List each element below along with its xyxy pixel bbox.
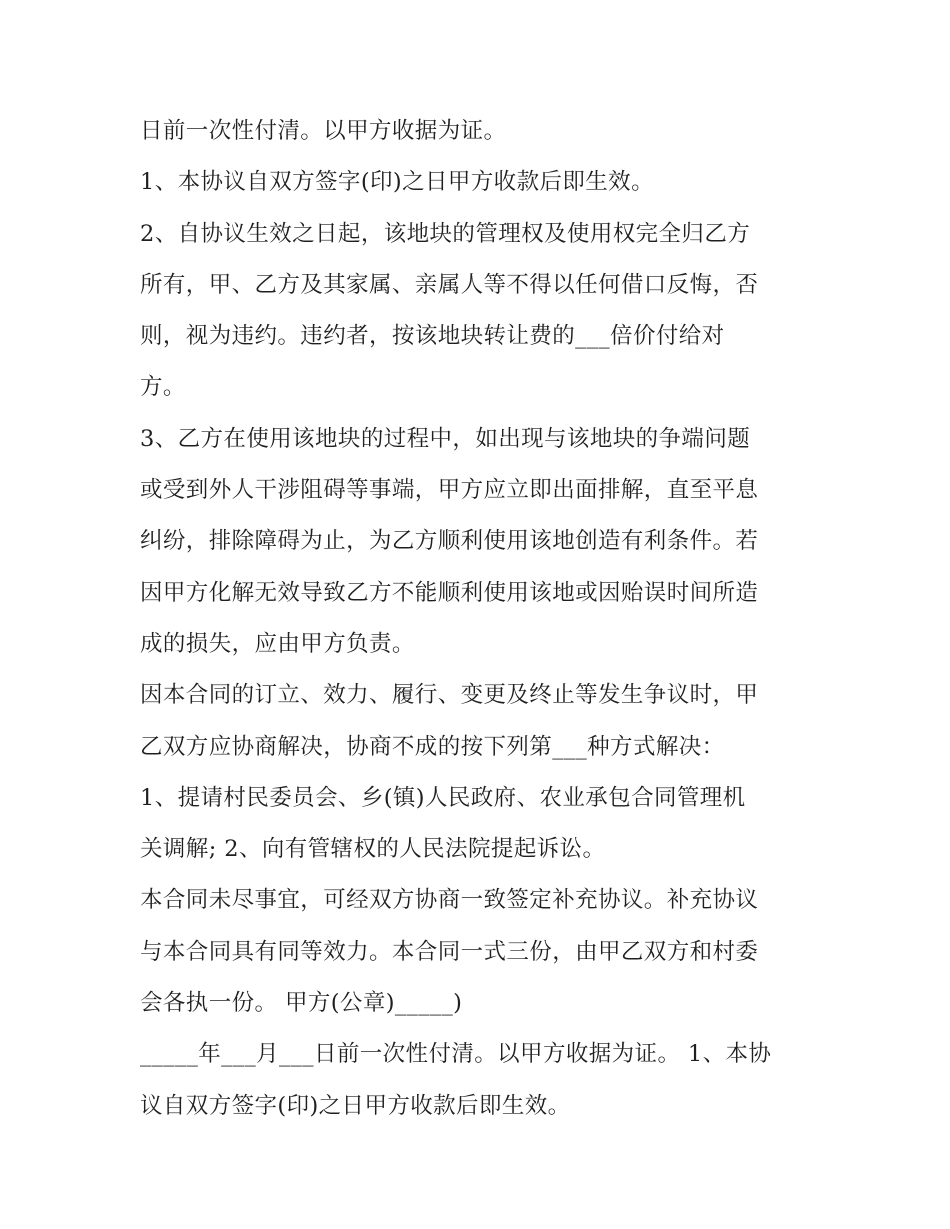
text-line: _____年___月___日前一次性付清。以甲方收据为证。 1、本协 xyxy=(140,1041,772,1068)
text-line: 1、提请村民委员会、乡(镇)人民政府、农业承包合同管理机 xyxy=(140,784,746,811)
text-line: 关调解; 2、向有管辖权的人民法院提起诉讼。 xyxy=(140,836,606,863)
text-line: 3、乙方在使用该地块的过程中，如出现与该地块的争端问题 xyxy=(140,425,751,452)
text-line: 成的损失，应由甲方负责。 xyxy=(140,630,415,657)
document-body xyxy=(140,106,820,1132)
text-line: 因本合同的订立、效力、履行、变更及终止等发生争议时，甲 xyxy=(140,682,759,709)
text-line: 日前一次性付清。以甲方收据为证。 xyxy=(140,118,507,144)
text-line: 或受到外人干涉阻碍等事端，甲方应立即出面排解，直至平息 xyxy=(140,477,759,504)
text-line: 所有，甲、乙方及其家属、亲属人等不得以任何借口反悔，否 xyxy=(140,271,759,298)
text-line: 方。 xyxy=(140,374,186,401)
text-line: 纠纷，排除障碍为止，为乙方顺利使用该地创造有利条件。若 xyxy=(140,528,759,555)
text-line: 本合同未尽事宜，可经双方协商一致签定补充协议。补充协议 xyxy=(140,887,759,914)
text-line: 会各执一份。 甲方(公章)_____) xyxy=(140,990,463,1017)
text-line: 与本合同具有同等效力。本合同一式三份，由甲乙双方和村委 xyxy=(140,938,759,965)
text-line: 2、自协议生效之日起，该地块的管理权及使用权完全归乙方 xyxy=(140,220,751,247)
text-line: 议自双方签字(印)之日甲方收款后即生效。 xyxy=(140,1092,571,1119)
text-line: 则，视为违约。违约者，按该地块转让费的___倍价付给对 xyxy=(140,323,725,350)
text-line: 因甲方化解无效导致乙方不能顺利使用该地或因贻误时间所造 xyxy=(140,579,759,606)
text-line: 1、本协议自双方签字(印)之日甲方收款后即生效。 xyxy=(140,169,654,196)
text-line: 乙双方应协商解决，协商不成的按下列第___种方式解决： xyxy=(140,733,725,760)
